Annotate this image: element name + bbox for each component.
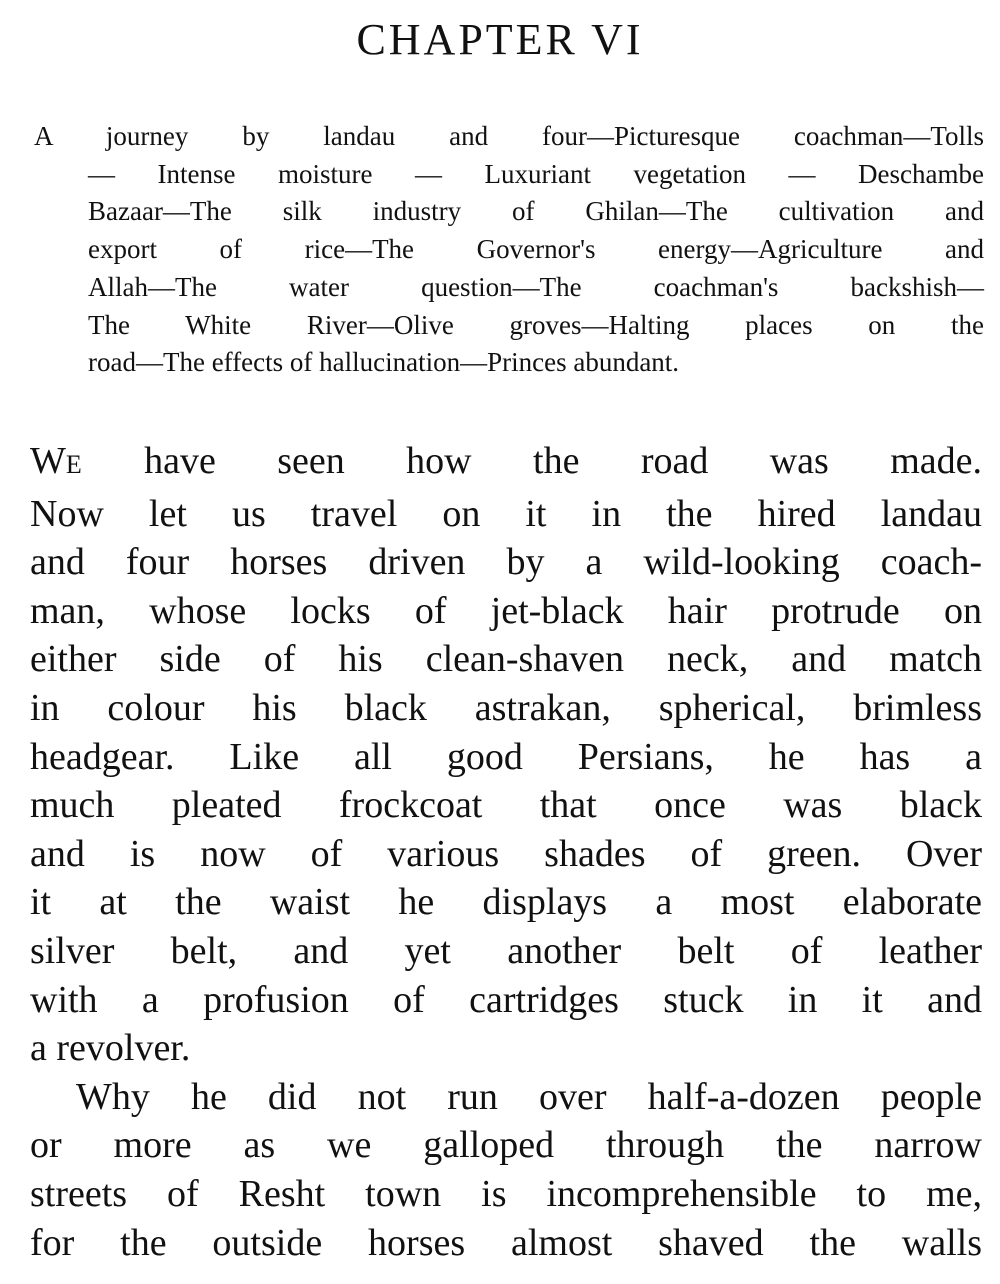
paragraph-line: either side of his clean-shaven neck, and match [30,638,982,681]
synopsis-line: road—The effects of hallucination—Princes abundant. [88,347,680,378]
paragraph-line: a revolver. [30,1027,191,1070]
opening-line-text: have seen how the road was made. [82,440,982,482]
synopsis-line: A journey by landau and four—Picturesque coachman—Tolls [34,121,984,151]
synopsis-line: Allah—The water question—The coachman's backshish— [88,271,984,302]
synopsis-line: — Intense moisture — Luxuriant vegetation — Deschambe [88,158,984,189]
chapter-synopsis [34,118,984,382]
synopsis-line: The White River—Olive groves—Halting places on the [88,309,984,340]
paragraph-line [30,437,982,490]
paragraph-line: man, whose locks of jet-black hair protrude on [30,589,982,632]
paragraph-line: with a profusion of cartridges stuck in it and [30,978,982,1021]
synopsis-line: Bazaar—The silk industry of Ghilan—The cultivation and [88,196,984,227]
paragraph-1 [30,437,982,1073]
paragraph-line: headgear. Like all good Persians, he has a [30,735,982,778]
synopsis-line: export of rice—The Governor's energy—Agriculture and [88,234,984,265]
paragraph-line: Why he did not run over half-a-dozen people [76,1075,982,1118]
body-text [30,437,982,1267]
chapter-title: CHAPTER VI [356,15,644,64]
paragraph-line: and is now of various shades of green. Over [30,832,982,875]
paragraph-line: much pleated frockcoat that once was black [30,784,982,827]
opening-small-caps: E [65,450,83,479]
paragraph-line: and four horses driven by a wild-looking coach- [30,541,982,584]
paragraph-line: Now let us travel on it in the hired landau [30,492,982,535]
paragraph-line: or more as we galloped through the narrow [30,1124,982,1167]
paragraph-2 [30,1073,982,1267]
paragraph-line: it at the waist he displays a most elaborate [30,881,982,924]
paragraph-line: for the outside horses almost shaved the walls [30,1221,982,1264]
paragraph-line: in colour his black astrakan, spherical, brimless [30,686,982,729]
paragraph-line: streets of Resht town is incomprehensible to me, [30,1172,982,1215]
paragraph-line: silver belt, and yet another belt of leather [30,929,982,972]
opening-letter: W [30,440,66,482]
